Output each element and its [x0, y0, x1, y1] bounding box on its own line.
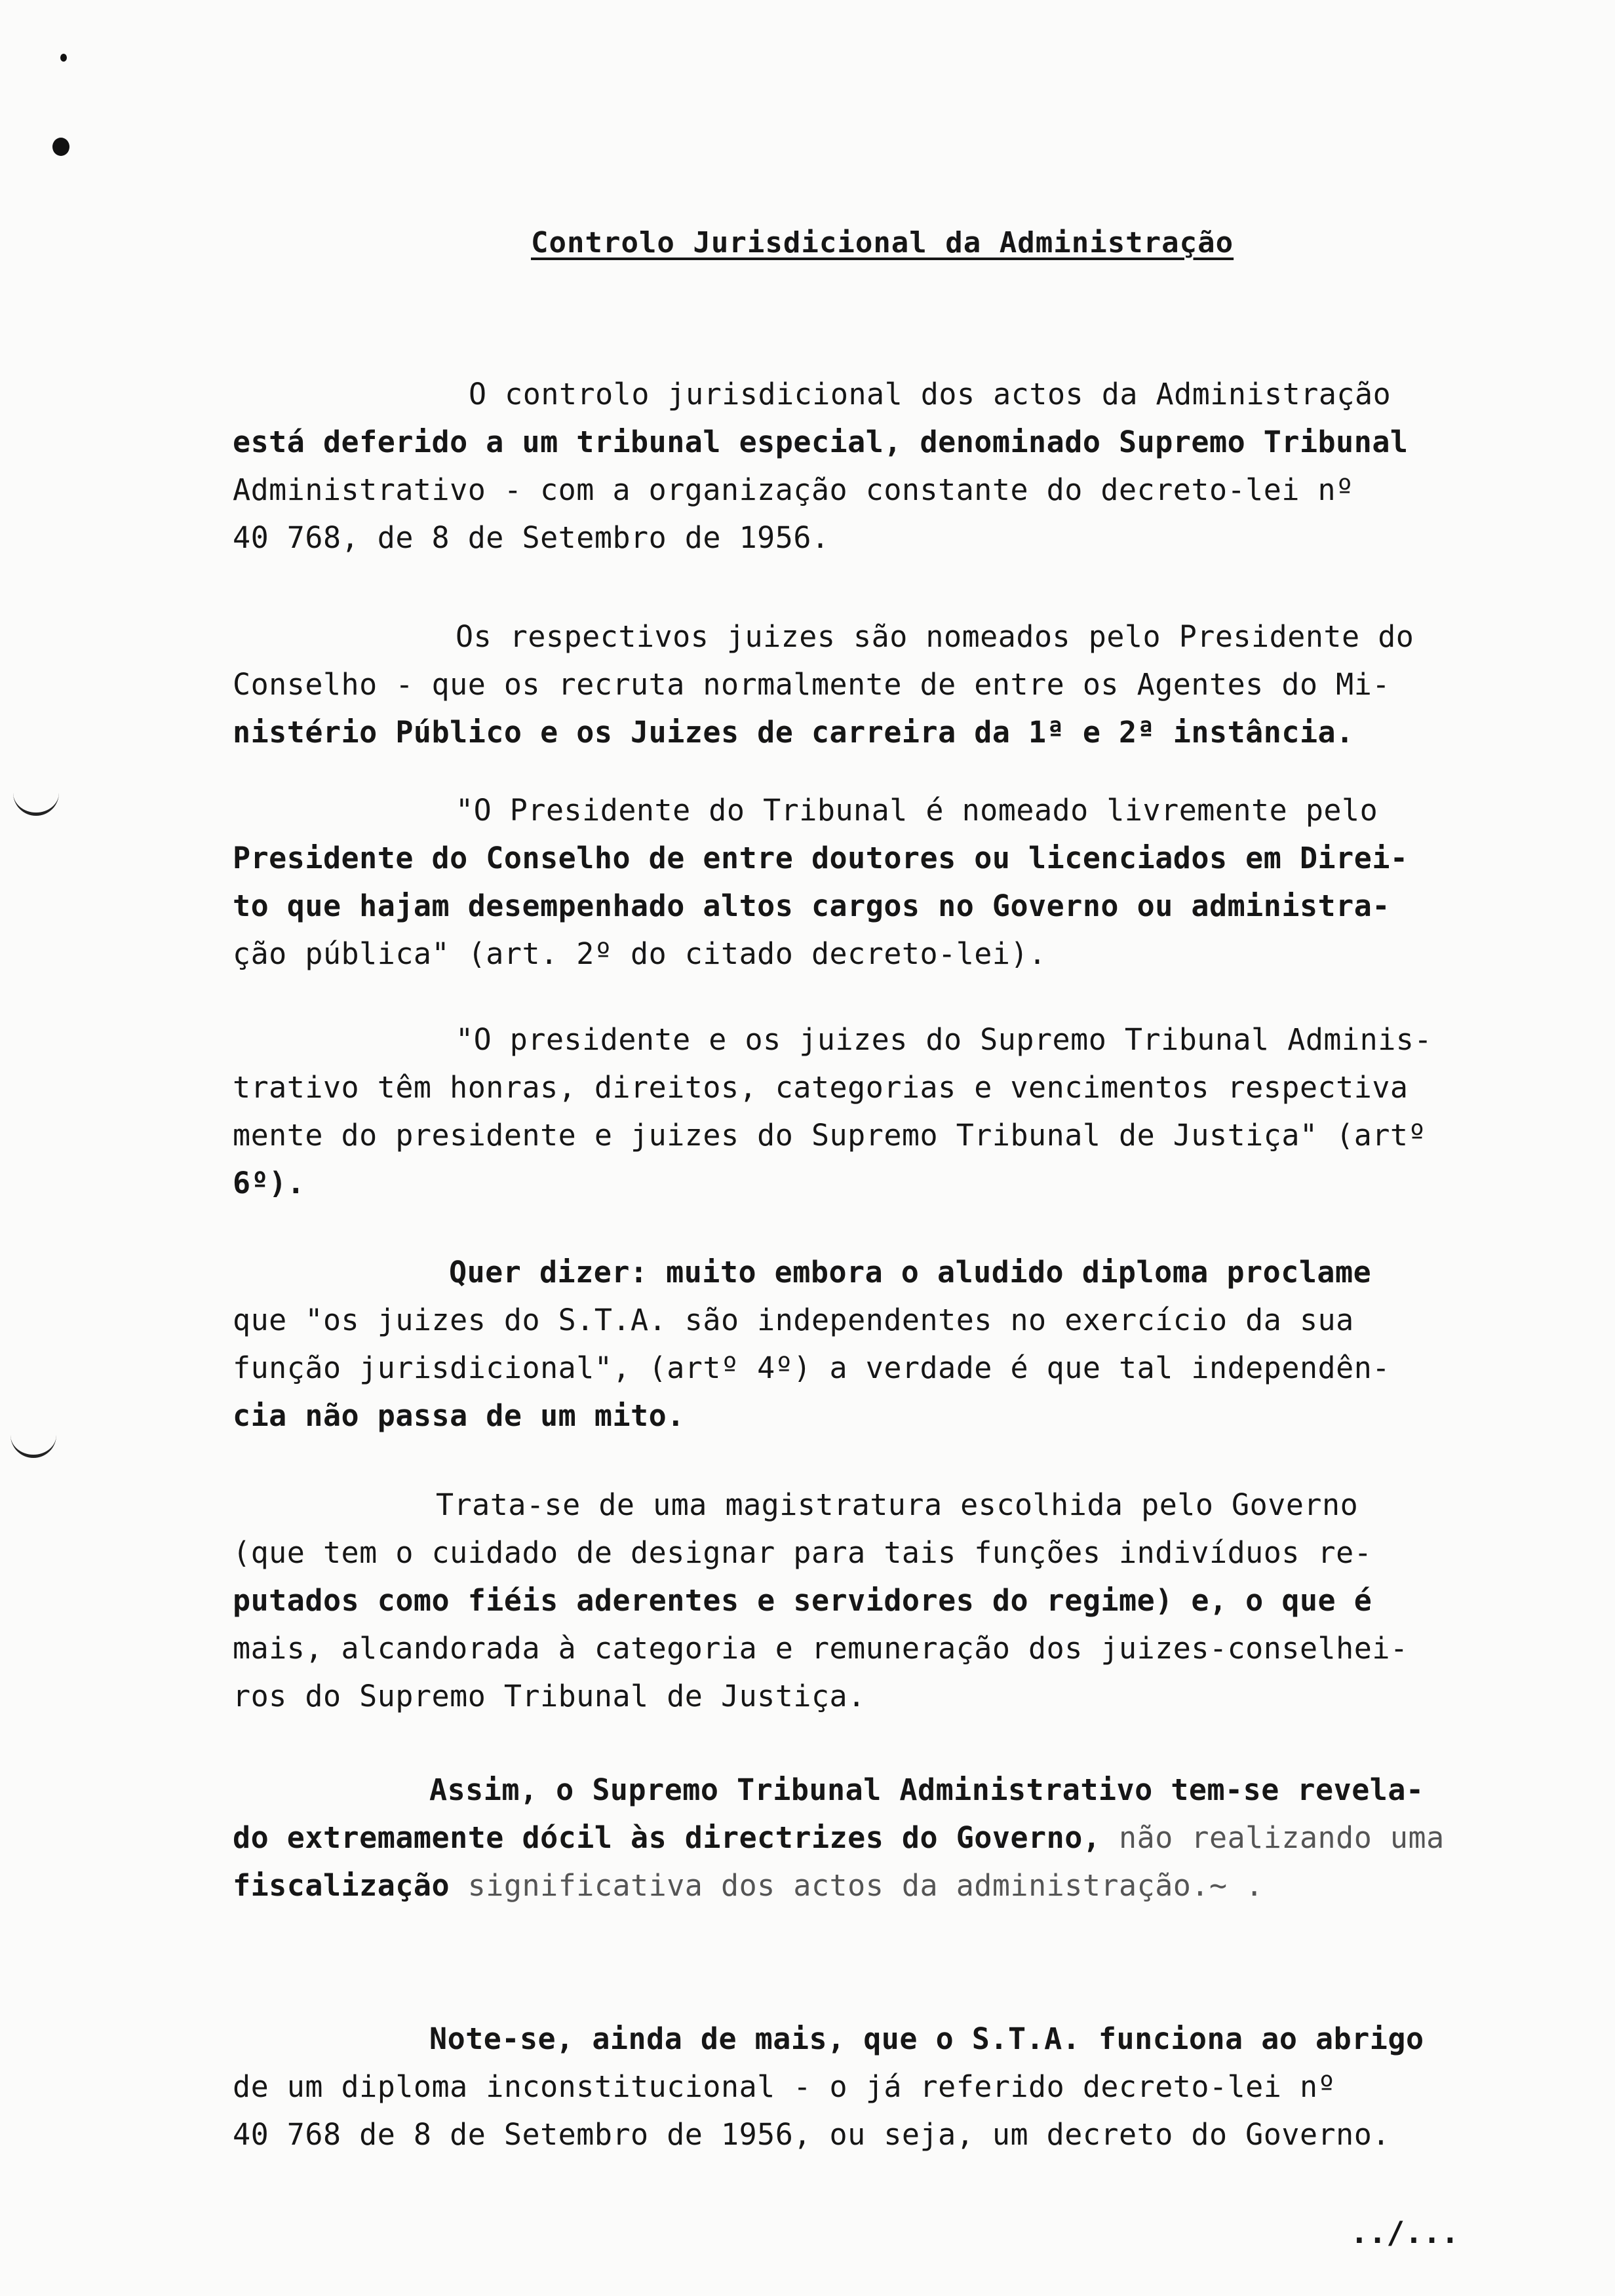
paragraph-line: "O presidente e os juizes do Supremo Tribunal Adminis- — [456, 1022, 1432, 1057]
paragraph-line: Quer dizer: muito embora o aludido diploma proclame — [449, 1255, 1372, 1290]
added-text-fragment: não realizando uma — [1100, 1820, 1445, 1855]
paragraph-fragment: fiscalização — [233, 1868, 450, 1903]
paragraph-line: to que hajam desempenhado altos cargos no Governo ou administra- — [233, 889, 1390, 923]
paragraph-line: O controlo jurisdicional dos actos da Administração — [469, 377, 1391, 411]
punch-dot-mark — [52, 138, 69, 156]
paragraph-line: 6º). — [233, 1166, 305, 1200]
paragraph-7 — [233, 1766, 1550, 1909]
paragraph-line: putados como fiéis aderentes e servidores do regime) e, o que é — [233, 1583, 1372, 1618]
paragraph-line: que "os juizes do S.T.A. são independentes no exercício da sua — [233, 1303, 1354, 1337]
paragraph-2 — [233, 613, 1550, 756]
paragraph-1 — [233, 370, 1550, 562]
paragraph-line: 40 768, de 8 de Setembro de 1956. — [233, 520, 830, 555]
binder-hole-mark — [10, 1428, 56, 1458]
paragraph-line — [233, 1862, 1550, 1909]
paragraph-8 — [233, 2015, 1550, 2158]
paragraph-line: função jurisdicional", (artº 4º) a verdade é que tal independên- — [233, 1350, 1390, 1385]
page-title: Controlo Jurisdicional da Administração — [531, 226, 1234, 259]
paragraph-fragment: do extremamente dócil às directrizes do Governo, — [233, 1820, 1101, 1855]
paragraph-line: Assim, o Supremo Tribunal Administrativo tem-se revela- — [429, 1772, 1424, 1807]
paragraph-line: mais, alcandorada à categoria e remuneração dos juizes-conselhei- — [233, 1631, 1409, 1666]
paragraph-3 — [233, 786, 1550, 978]
added-text-fragment: significativa dos actos da administração.~ . — [450, 1868, 1264, 1903]
paragraph-line: cia não passa de um mito. — [233, 1398, 685, 1433]
paragraph-line: Os respectivos juizes são nomeados pelo Presidente do — [456, 619, 1414, 654]
paragraph-line: 40 768 de 8 de Setembro de 1956, ou seja, um decreto do Governo. — [233, 2117, 1390, 2152]
paragraph-line: de um diploma inconstitucional - o já referido decreto-lei nº — [233, 2069, 1336, 2104]
paragraph-line: nistério Público e os Juizes de carreira da 1ª e 2ª instância. — [233, 715, 1354, 750]
paragraph-5 — [233, 1248, 1550, 1440]
paragraph-line: mente do presidente e juizes do Supremo Tribunal de Justiça" (artº — [233, 1118, 1427, 1153]
paragraph-line: ção pública" (art. 2º do citado decreto-lei). — [233, 936, 1047, 971]
paragraph-line: Note-se, ainda de mais, que o S.T.A. funciona ao abrigo — [429, 2021, 1424, 2056]
paragraph-6 — [233, 1481, 1550, 1720]
paragraph-line: trativo têm honras, direitos, categorias e vencimentos respectiva — [233, 1070, 1409, 1105]
paragraph-line: (que tem o cuidado de designar para tais funções indivíduos re- — [233, 1535, 1372, 1570]
paragraph-line: Conselho - que os recruta normalmente de entre os Agentes do Mi- — [233, 667, 1390, 702]
paragraph-line: Trata-se de uma magistratura escolhida pelo Governo — [436, 1487, 1359, 1522]
speck-mark — [60, 54, 67, 62]
paragraph-line: está deferido a um tribunal especial, denominado Supremo Tribunal — [233, 425, 1409, 459]
paragraph-line: Presidente do Conselho de entre doutores ou licenciados em Direi- — [233, 841, 1409, 875]
paragraph-4 — [233, 1016, 1550, 1207]
paragraph-line: "O Presidente do Tribunal é nomeado livremente pelo — [456, 793, 1378, 828]
continuation-mark: ../... — [1350, 2215, 1460, 2250]
paragraph-line — [233, 1814, 1550, 1862]
binder-hole-mark — [13, 786, 59, 816]
paragraph-line: Administrativo - com a organização constante do decreto-lei nº — [233, 472, 1354, 507]
paragraph-line: ros do Supremo Tribunal de Justiça. — [233, 1679, 866, 1713]
